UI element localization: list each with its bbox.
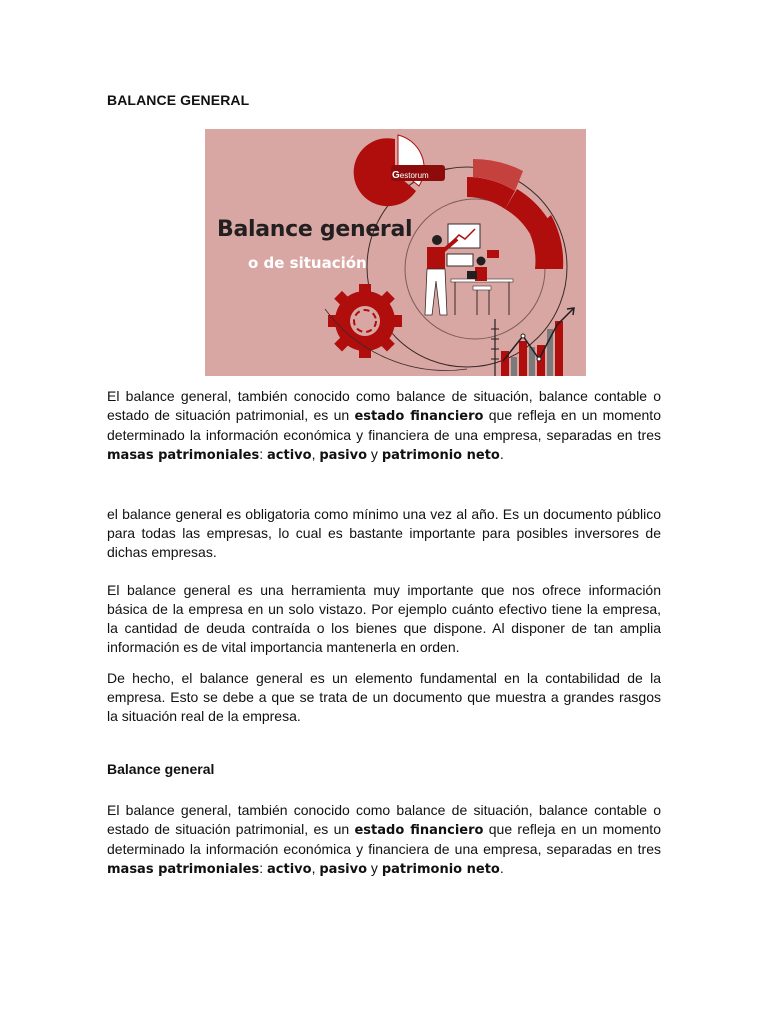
text-span: El balance general, también conocido como balance de situación, balance contable o estado de situación patrimonial, es un xyxy=(107,388,661,423)
text-span: que refleja en un momento determinado la información económica y financiera de una empresa, separadas en tres xyxy=(107,407,661,443)
bold-term: estado financiero xyxy=(354,409,484,424)
text-span: El balance general, también conocido como balance de situación, balance contable o estado de situación patrimonial, es un xyxy=(107,802,661,837)
section-heading: Balance general xyxy=(107,761,215,777)
text-span: y xyxy=(367,446,382,462)
text-span: : xyxy=(259,446,268,462)
text-span: . xyxy=(499,446,504,462)
text-span: . xyxy=(499,860,504,876)
bold-term: pasivo xyxy=(319,448,368,463)
paragraph-definition-repeat xyxy=(107,801,661,879)
paragraph-fundamental: De hecho, el balance general es un elemento fundamental en la contabilidad de la empresa. Esto se debe a que se trata de un documento que muestra a grandes rasgos la situación real de la empresa. xyxy=(107,670,661,724)
paragraph-obligation: el balance general es obligatoria como mínimo una vez al año. Es un documento público para todas las empresas, lo cual es bastante importante para posibles inversores de dichas empresas. xyxy=(107,506,661,560)
text-span: , xyxy=(311,446,320,462)
paragraph-importance: El balance general es una herramienta muy importante que nos ofrece información básica de la empresa en un solo vistazo. Por ejemplo cuánto efectivo tiene la empresa, la cantidad de deuda contraída o los bienes que dispone. Al disponer de tan amplia información es de vital importancia mantenerla en orden. xyxy=(107,582,661,655)
bold-term: patrimonio neto xyxy=(381,862,500,877)
text-span: : xyxy=(259,860,268,876)
bold-term: activo xyxy=(267,448,312,463)
brand-logo xyxy=(392,170,429,181)
balance-illustration xyxy=(205,129,586,376)
bold-term: pasivo xyxy=(319,862,368,877)
text-span: que refleja en un momento determinado la información económica y financiera de una empresa, separadas en tres xyxy=(107,821,661,857)
illustration-title: Balance general xyxy=(217,217,413,242)
illustration-graphic xyxy=(205,129,586,376)
illustration-subtitle: o de situación xyxy=(248,254,367,272)
bold-term: estado financiero xyxy=(354,823,484,838)
page-title: BALANCE GENERAL xyxy=(107,92,250,108)
bold-term: patrimonio neto xyxy=(381,448,500,463)
text-span: y xyxy=(367,860,382,876)
bold-term: masas patrimoniales xyxy=(107,448,260,463)
bold-term: activo xyxy=(267,862,312,877)
paragraph-definition xyxy=(107,387,661,465)
small-board xyxy=(447,254,473,266)
brand-initial: G xyxy=(392,170,400,181)
brand-rest: estorum xyxy=(399,171,429,180)
bold-term: masas patrimoniales xyxy=(107,862,260,877)
small-card xyxy=(487,250,499,258)
text-span: , xyxy=(311,860,320,876)
